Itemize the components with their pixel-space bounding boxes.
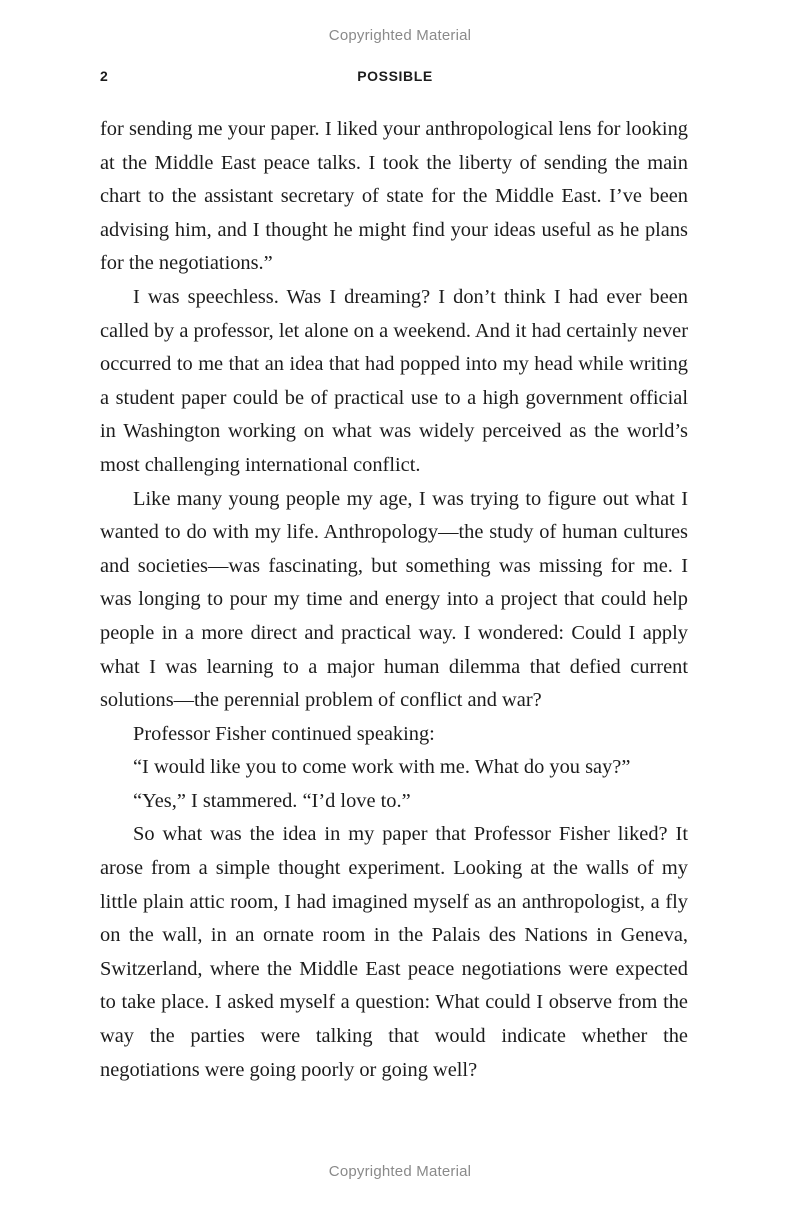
copyright-watermark-top: Copyrighted Material xyxy=(328,27,472,44)
paragraph-6: “Yes,” I stammered. “I’d love to.” xyxy=(133,789,411,812)
paragraph-1: for sending me your paper. I liked your anthropological lens for looking at the Middle East peace talks. I took the liberty of sending the main chart to the assistant secretary of state for the Middle East. I’ve been advising him, and I thought he might find your ideas useful as he plans for the negotiations.” xyxy=(100,118,688,275)
paragraph-5: “I would like you to come work with me. What do you say?” xyxy=(133,756,631,779)
book-title: POSSIBLE xyxy=(357,68,433,84)
paragraph-7: So what was the idea in my paper that Professor Fisher liked? It arose from a simple thought experiment. Looking at the walls of my little plain attic room, I had imagined myself as an anthropologist, a fly on the wall, in an ornate room in the Palais des Nations in Geneva, Switzerland, where the Middle East peace negotiations were expected to take place. I asked myself a question: What could I observe from the way the parties were talking that would indicate whether the negotiations were going poorly or going well? xyxy=(100,823,688,1081)
running-head xyxy=(100,68,690,90)
paragraph-4: Professor Fisher continued speaking: xyxy=(133,722,435,745)
paragraph-2: I was speechless. Was I dreaming? I don’t think I had ever been called by a professor, let alone on a weekend. And it had certainly never occurred to me that an idea that had popped into my head while writing a student paper could be of practical use to a high government official in Washington working on what was widely perceived as the world’s most challenging international conflict. xyxy=(100,285,688,476)
paragraph-3: Like many young people my age, I was trying to figure out what I wanted to do with my life. Anthropology—the study of human cultures and societies—was fascinating, but something was missing for me. I was longing to pour my time and energy into a project that could help people in a more direct and practical way. I wondered: Could I apply what I was learning to a major human dilemma that defied current solutions—the perennial problem of conflict and war? xyxy=(100,487,688,712)
body-text xyxy=(100,113,688,1087)
copyright-watermark-bottom: Copyrighted Material xyxy=(328,1163,472,1180)
page-number: 2 xyxy=(100,68,108,84)
